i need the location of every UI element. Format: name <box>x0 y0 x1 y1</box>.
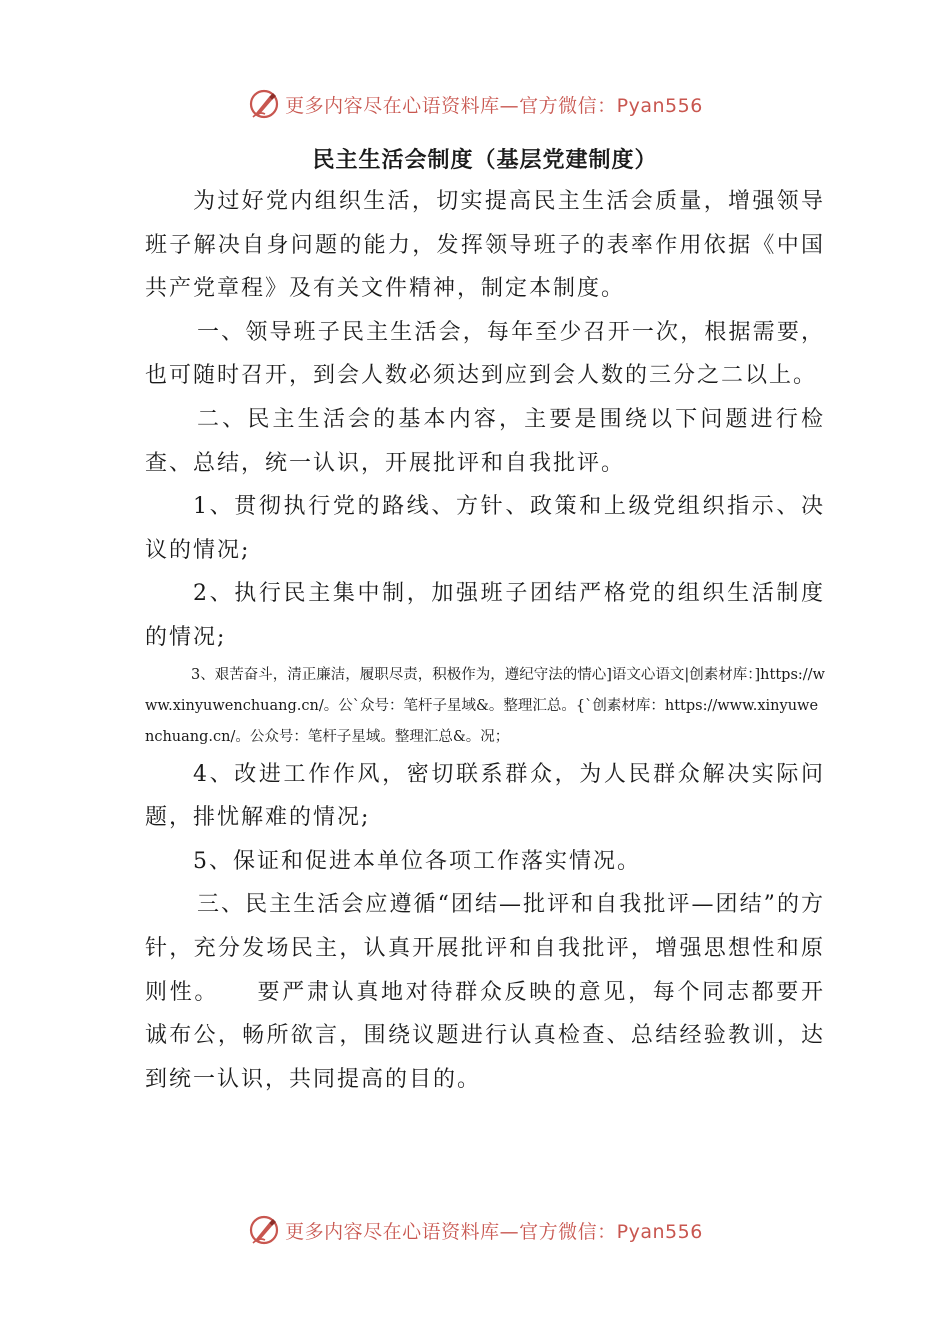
header-banner <box>0 84 950 124</box>
item-4-paragraph: 4、改进工作作风，密切联系群众，为人民群众解决实际问题，排忧解难的情况; <box>145 761 825 831</box>
pen-logo-icon <box>247 87 281 121</box>
footer-banner <box>0 1210 950 1250</box>
document-body <box>145 140 825 1101</box>
section-three-paragraph: 三、民主生活会应遵循“团结—批评和自我批评—团结”的方针，充分发场民主，认真开展批评和自我批评，增强思想性和原则性。 要严肃认真地对待群众反映的意见，每个同志都要开诚布公，畅所欲言，围绕议题进行认真检查、总结经验教训，达到统一认识，共同提高的目的。 <box>145 892 825 1092</box>
intro-paragraph: 为过好党内组织生活，切实提高民主生活会质量，增强领导班子解决自身问题的能力，发挥领导班子的表率作用依据《中国共产党章程》及有关文件精神，制定本制度。 <box>145 189 825 302</box>
banner-text: 更多内容尽在心语资料库—官方微信：Pyan556 <box>285 1220 703 1243</box>
section-one-paragraph: 一、领导班子民主生活会，每年至少召开一次，根据需要，也可随时召开，到会人数必须达到应到会人数的三分之二以上。 <box>145 319 825 389</box>
item-1-paragraph: 1、贯彻执行党的路线、方针、政策和上级党组织指示、决议的情况; <box>145 494 825 563</box>
banner-text: 更多内容尽在心语资料库—官方微信：Pyan556 <box>285 94 703 117</box>
document-title: 民主生活会制度（基层党建制度） <box>312 147 658 173</box>
item-2-paragraph: 2、执行民主集中制，加强班子团结严格党的组织生活制度的情况; <box>145 581 825 650</box>
section-two-paragraph: 二、民主生活会的基本内容，主要是围绕以下问题进行检查、总结，统一认识，开展批评和自我批评。 <box>145 406 825 476</box>
item-3-paragraph: 3、艰苦奋斗，清正廉洁，履职尽责，积极作为，遵纪守法的情心]语文心语文|创素材库：]https://www.xinyuwenchuang.cn/。公`众号：笔杆子星域&。整理汇总。{`创素材库：https://www.xinyuwenchuang.cn/。公众号：笔杆子星域。整理汇总&。况； <box>145 666 825 745</box>
pen-logo-icon <box>247 1213 281 1247</box>
item-5-paragraph: 5、保证和促进本单位各项工作落实情况。 <box>193 848 641 874</box>
